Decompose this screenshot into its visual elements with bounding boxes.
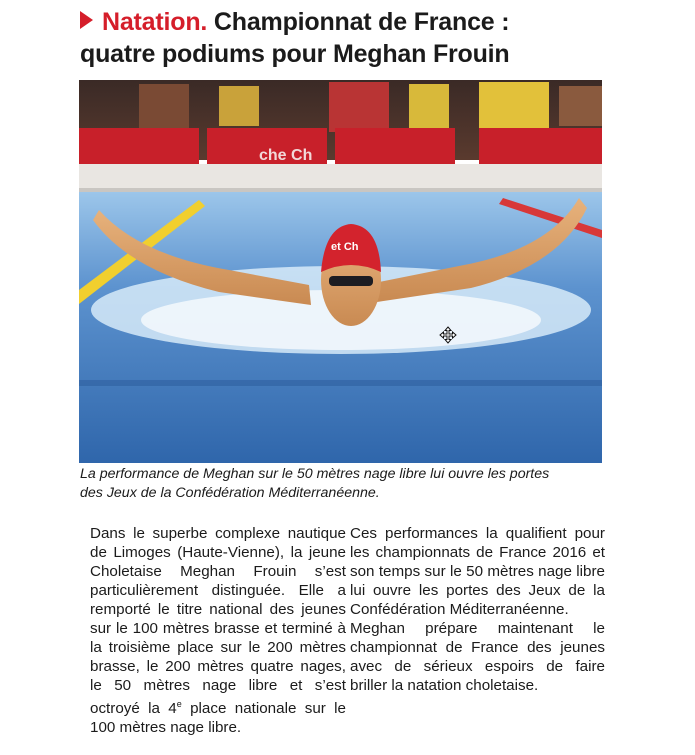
photo-caption xyxy=(80,465,605,503)
article-column-right xyxy=(350,524,605,695)
paragraph: Ces performances la qualifient pour les championnats de France 2016 et son temps sur le 50 mètres nage libre lui ouvre les portes des Jeux de la Confédération Méditerranéenne. xyxy=(350,525,605,618)
article-column-left xyxy=(90,524,346,737)
paragraph xyxy=(90,524,346,737)
paragraph-text-end: place nationale sur le 100 mètres nage libre. xyxy=(90,700,346,737)
headline xyxy=(80,6,620,70)
banner-text: che Ch xyxy=(259,147,313,164)
ordinal-suffix: e xyxy=(176,699,182,709)
caption-line-1: La performance de Meghan sur le 50 mètres nage libre lui ouvre les portes xyxy=(80,466,550,482)
headline-line-1 xyxy=(80,6,620,38)
paragraph: Meghan prépare maintenant le championnat de France des jeunes avec de sérieux espoirs de faire briller la natation choletaise. xyxy=(350,620,605,694)
title-line-2: quatre podiums pour Meghan Frouin xyxy=(80,40,510,68)
arrow-right-icon xyxy=(80,11,93,29)
swimmer-photo xyxy=(79,80,602,463)
move-cursor-icon xyxy=(439,326,457,344)
caption-line-2: des Jeux de la Confédération Méditerranéenne. xyxy=(80,485,380,501)
section-kicker: Natation. xyxy=(102,8,208,36)
title-line-1: Championnat de France : xyxy=(213,8,510,36)
paragraph-text: Dans le superbe complexe nautique de Limoges (Haute-Vienne), la jeune Choletaise Meghan Frouin s’est particulièrement distinguée. Elle a remporté le titre national des jeunes sur le 100 mètres brasse et terminé à la troisième place sur le 200 mètres brasse, le 200 mètres quatre nages, le 50 mètres nage libre et s’est octroyé la 4 xyxy=(90,525,346,718)
cap-text: et Ch xyxy=(331,241,359,253)
